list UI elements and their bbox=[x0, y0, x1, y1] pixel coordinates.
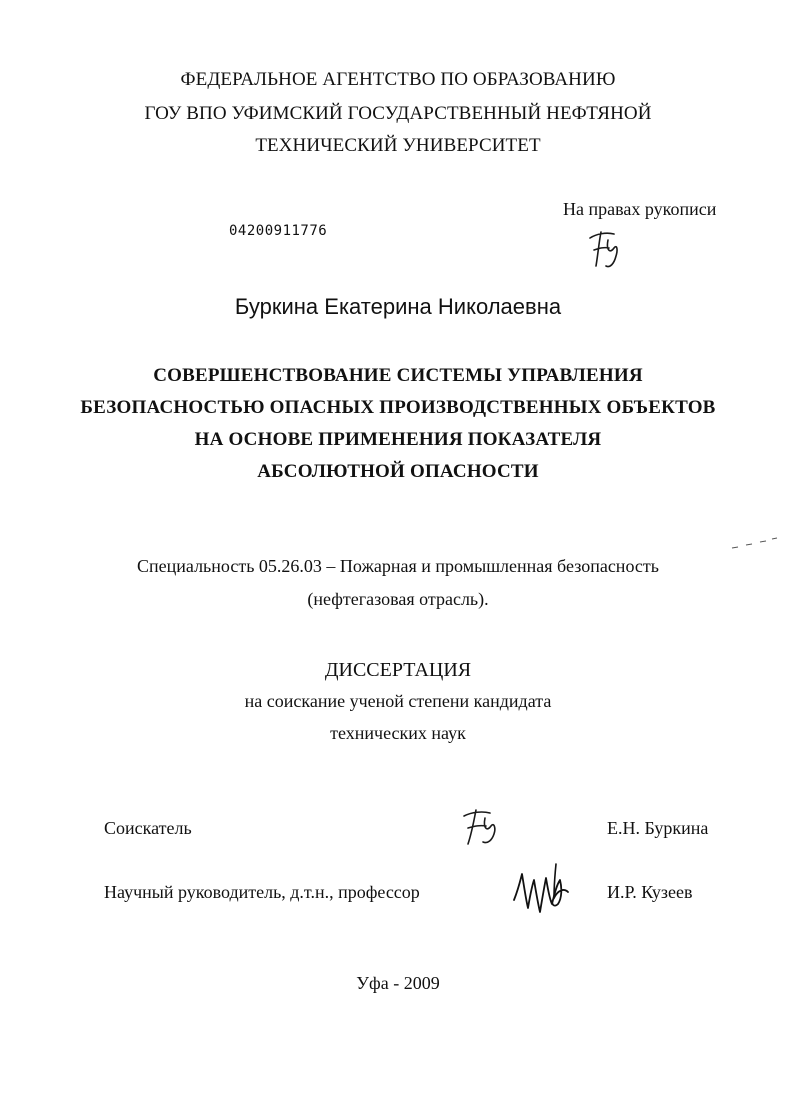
supervisor-label: Научный руководитель, д.т.н., профессор bbox=[104, 882, 420, 902]
work-type-label: ДИССЕРТАЦИЯ bbox=[324, 659, 472, 681]
institution-line-1: ФЕДЕРАЛЬНОЕ АГЕНТСТВО ПО ОБРАЗОВАНИЮ bbox=[180, 69, 616, 90]
institution-line-2: ГОУ ВПО УФИМСКИЙ ГОСУДАРСТВЕННЫЙ НЕФТЯНОЙ bbox=[144, 103, 652, 124]
work-type-line-2: технических наук bbox=[330, 723, 466, 743]
author-signature-top bbox=[584, 226, 626, 272]
title-line-2: БЕЗОПАСНОСТЬЮ ОПАСНЫХ ПРОИЗВОДСТВЕННЫХ ОБЪЕКТОВ bbox=[80, 397, 716, 418]
applicant-signature bbox=[458, 806, 504, 848]
author-name: Буркина Екатерина Николаевна bbox=[234, 294, 562, 319]
city-year: Уфа - 2009 bbox=[356, 973, 440, 993]
title-line-3: НА ОСНОВЕ ПРИМЕНЕНИЯ ПОКАЗАТЕЛЯ bbox=[194, 429, 602, 450]
margin-marks bbox=[730, 536, 780, 552]
title-line-1: СОВЕРШЕНСТВОВАНИЕ СИСТЕМЫ УПРАВЛЕНИЯ bbox=[153, 365, 643, 386]
supervisor-name: И.Р. Кузеев bbox=[607, 882, 693, 902]
applicant-name: Е.Н. Буркина bbox=[607, 818, 709, 838]
manuscript-note: На правах рукописи bbox=[563, 199, 717, 219]
institution-line-3: ТЕХНИЧЕСКИЙ УНИВЕРСИТЕТ bbox=[255, 135, 541, 156]
applicant-label: Соискатель bbox=[104, 818, 192, 838]
title-line-4: АБСОЛЮТНОЙ ОПАСНОСТИ bbox=[257, 461, 539, 482]
work-type-line-1: на соискание ученой степени кандидата bbox=[244, 691, 552, 711]
supervisor-signature bbox=[510, 860, 574, 926]
specialty-line-1: Специальность 05.26.03 – Пожарная и промышленная безопасность bbox=[137, 556, 659, 576]
specialty-line-2: (нефтегазовая отрасль). bbox=[307, 589, 489, 609]
catalog-number: 04200911776 bbox=[229, 223, 328, 239]
